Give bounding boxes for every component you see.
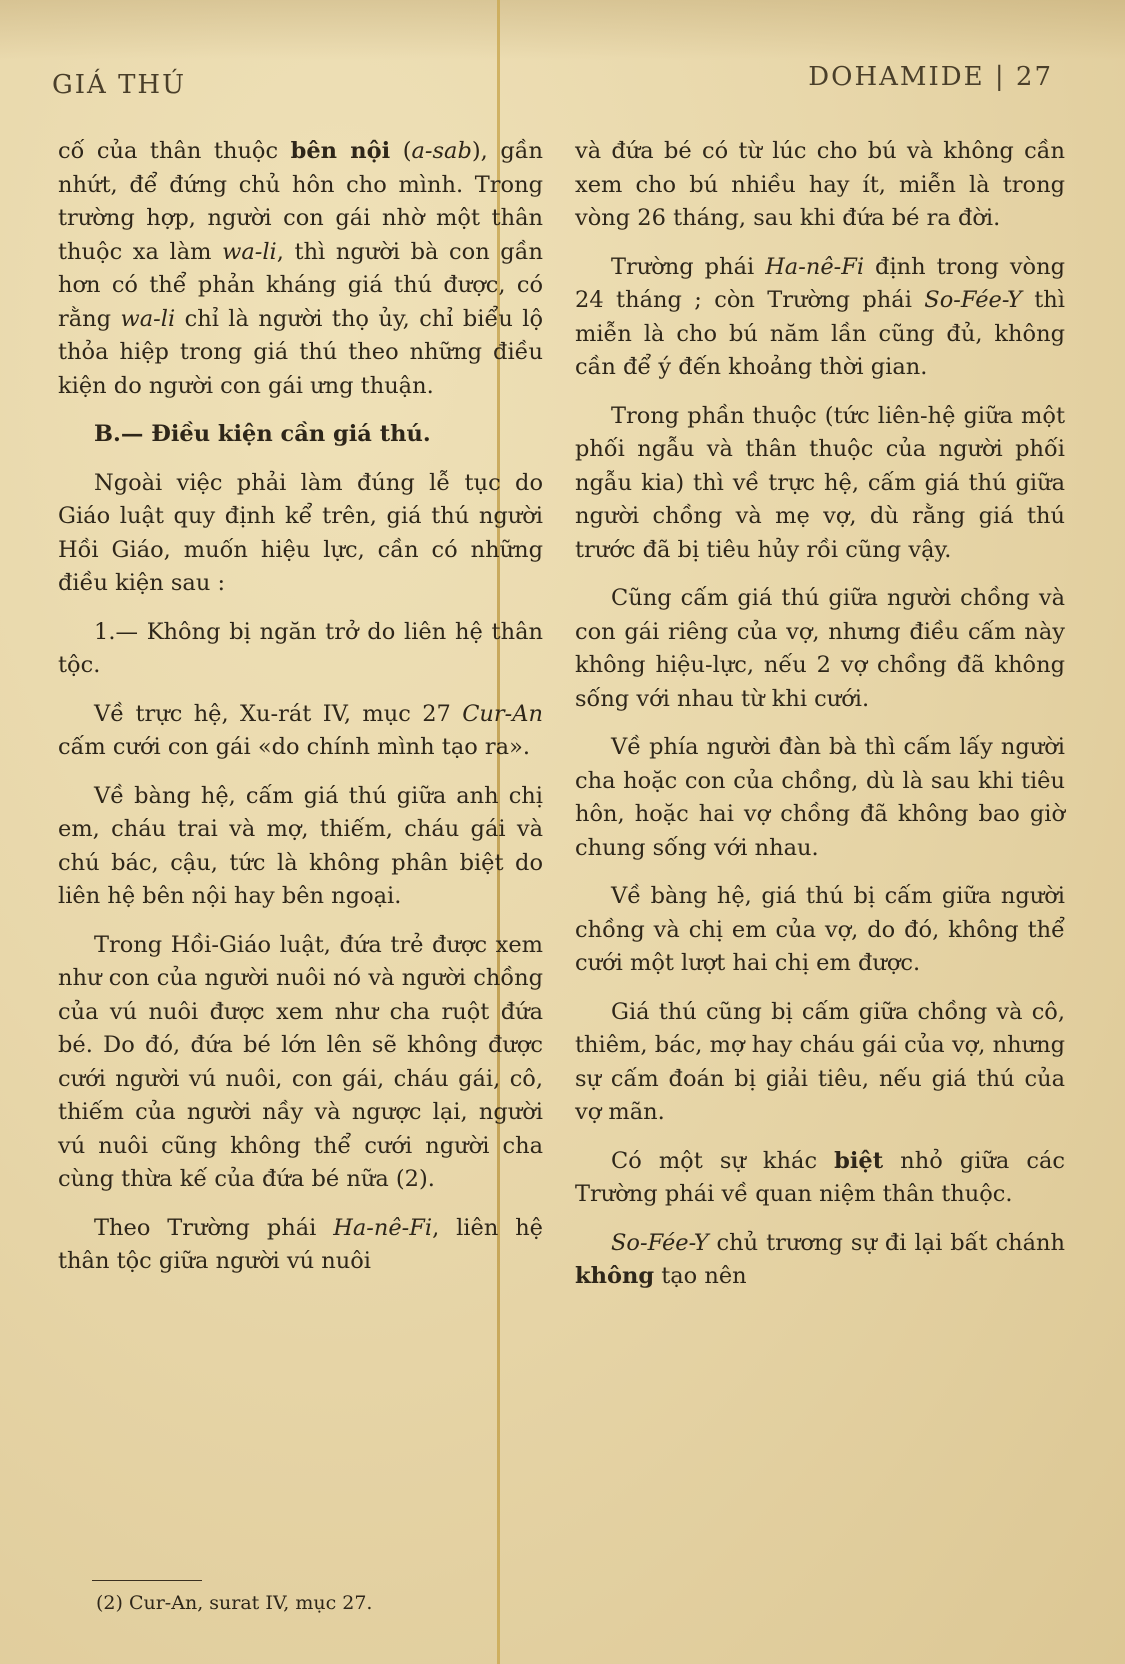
section-heading: B.— Điều kiện cần giá thú. <box>94 421 431 447</box>
footnote-divider <box>92 1580 202 1581</box>
page-shadow <box>0 0 1125 60</box>
paragraph: Giá thú cũng bị cấm giữa chồng và cô, thiêm, bác, mợ hay cháu gái của vợ, nhưng sự cấm đoán bị giải tiêu, nếu giá thú của vợ mãn. <box>575 998 1065 1125</box>
paragraph: Cũng cấm giá thú giữa người chồng và con gái riêng của vợ, nhưng điều cấm này không hiệu-lực, nếu 2 vợ chồng đã không sống với nhau từ khi cưới. <box>575 585 1065 712</box>
right-column <box>575 135 1065 1309</box>
paragraph: So-Fée-Y chủ trương sự đi lại bất chánh không tạo nên <box>575 1229 1065 1289</box>
paragraph: cố của thân thuộc bên nội (a-sab), gần nhứt, để đứng chủ hôn cho mình. Trong trường hợp, người con gái nhờ một thân thuộc xa làm wa-li, thì người bà con gần hơn có thể phản kháng giá thú được, có rằng wa-li chỉ là người thọ ủy, chỉ biểu lộ thỏa hiệp trong giá thú theo những điều kiện do người con gái ưng thuận. <box>58 138 544 399</box>
paragraph: Ngoài việc phải làm đúng lễ tục do Giáo luật quy định kể trên, giá thú người Hồi Giáo, muốn hiệu lực, cần có những điều kiện sau : <box>58 469 543 596</box>
paragraph: Có một sự khác biệt nhỏ giữa các Trường phái về quan niệm thân thuộc. <box>575 1147 1065 1207</box>
paragraph: Trong phần thuộc (tức liên-hệ giữa một phối ngẫu và thân thuộc của người phối ngẫu kia) thì về trực hệ, cấm giá thú giữa người chồng và mẹ vợ, dù rằng giá thú trước đã bị tiêu hủy rồi cũng vậy. <box>575 402 1065 563</box>
paragraph: và đứa bé có từ lúc cho bú và không cần xem cho bú nhiều hay ít, miễn là trong vòng 26 tháng, sau khi đứa bé ra đời. <box>575 138 1065 231</box>
paragraph: Về bàng hệ, cấm giá thú giữa anh chị em, cháu trai và mợ, thiếm, cháu gái và chú bác, cậu, tức là không phân biệt do liên hệ bên nội hay bên ngoại. <box>58 782 543 909</box>
footnote: (2) Cur-An, surat IV, mục 27. <box>96 1592 373 1614</box>
running-header-right: DOHAMIDE | 27 <box>808 62 1053 92</box>
paragraph: 1.— Không bị ngăn trở do liên hệ thân tộc. <box>58 618 543 678</box>
paragraph: Theo Trường phái Ha-nê-Fi, liên hệ thân tộc giữa người vú nuôi <box>58 1214 544 1274</box>
running-header-left: GIÁ THÚ <box>52 70 187 100</box>
paragraph: Về bàng hệ, giá thú bị cấm giữa người chồng và chị em của vợ, do đó, không thể cưới một lượt hai chị em được. <box>575 883 1065 976</box>
left-column <box>58 135 543 1294</box>
paragraph: Về trực hệ, Xu-rát IV, mục 27 Cur-An cấm cưới con gái «do chính mình tạo ra». <box>58 700 543 760</box>
paragraph: Trong Hồi-Giáo luật, đứa trẻ được xem như con của người nuôi nó và người chồng của vú nuôi được xem như cha ruột đứa bé. Do đó, đứa bé lớn lên sẽ không được cưới người vú nuôi, con gái, cháu gái, cô, thiếm của người nầy và ngược lại, người vú nuôi cũng không thể cưới người cha cùng thừa kế của đứa bé nữa (2). <box>58 931 543 1192</box>
paragraph: Về phía người đàn bà thì cấm lấy người cha hoặc con của chồng, dù là sau khi tiêu hôn, hoặc hai vợ chồng đã không bao giờ chung sống với nhau. <box>575 734 1065 861</box>
paragraph: Trường phái Ha-nê-Fi định trong vòng 24 tháng ; còn Trường phái So-Fée-Y thì miễn là cho bú năm lần cũng đủ, không cần để ý đến khoảng thời gian. <box>575 253 1065 380</box>
